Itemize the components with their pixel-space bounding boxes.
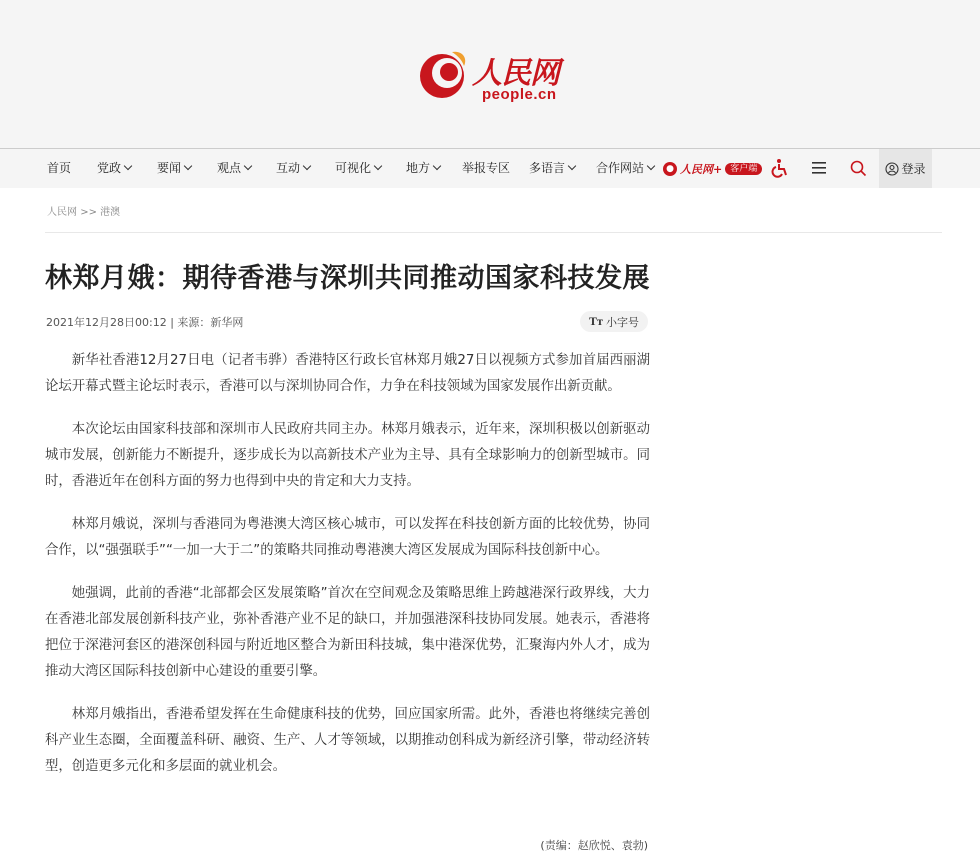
article-title: 林郑月娥：期待香港与深圳共同推动国家科技发展 [45, 263, 650, 294]
nav-item-interact[interactable]: 互动 [276, 148, 310, 188]
user-icon [885, 162, 899, 176]
breadcrumb [47, 203, 120, 218]
font-size-label: 小字号 [605, 315, 639, 329]
nav-item-local[interactable]: 地方 [406, 148, 440, 188]
article-paragraph: 新华社香港12月27日电（记者韦骅）香港特区行政长官林郑月娥27日以视频方式参加首届西丽湖论坛开幕式暨主论坛时表示，香港可以与深圳协同合作，力争在科技领域为国家发展作出新贡献。 [45, 353, 650, 394]
logo-swirl-icon [418, 46, 470, 102]
article-source: | 来源：新华网 [170, 316, 244, 329]
site-logo[interactable] [418, 46, 570, 106]
nav-item-visual[interactable]: 可视化 [335, 148, 381, 188]
login-button[interactable] [879, 149, 932, 188]
nav-item-partners[interactable]: 合作网站 [596, 148, 654, 188]
article-paragraph: 林郑月娥说，深圳与香港同为粤港澳大湾区核心城市，可以发挥在科技创新方面的比较优势，协同合作，以“强强联手”“一加一大于二”的策略共同推动粤港澳大湾区发展成为国际科技创新中心。 [45, 517, 650, 558]
menu-button[interactable] [804, 148, 834, 188]
login-label: 登录 [901, 162, 926, 176]
font-size-toggle[interactable] [580, 311, 648, 332]
nav-item-party[interactable]: 党政 [97, 148, 131, 188]
app-name: 人民网+ [680, 163, 723, 176]
app-download-link[interactable] [663, 161, 762, 177]
article-datetime: 2021年12月28日00:12 [46, 316, 167, 329]
chevron-down-icon [303, 162, 311, 170]
breadcrumb-home[interactable]: 人民网 [47, 207, 77, 218]
font-size-icon: Tт [589, 314, 603, 328]
divider [45, 232, 942, 233]
search-icon [850, 160, 867, 177]
article-body [45, 348, 650, 797]
chevron-down-icon [647, 162, 655, 170]
chevron-down-icon [374, 162, 382, 170]
menu-icon [811, 161, 827, 175]
accessibility-icon [770, 158, 790, 178]
chevron-down-icon [124, 162, 132, 170]
chevron-down-icon [433, 162, 441, 170]
app-client-pill: 客户端 [725, 163, 762, 175]
logo-text-en: people.cn [482, 86, 557, 103]
nav-item-news[interactable]: 要闻 [157, 148, 191, 188]
article-meta [46, 314, 243, 330]
nav-item-home[interactable]: 首页 [47, 161, 72, 175]
article-paragraph: 林郑月娥指出，香港希望发挥在生命健康科技的优势，回应国家所需。此外，香港也将继续完善创科产业生态圈，全面覆盖科研、融资、生产、人才等领域，以期推动创科成为新经济引擎，带动经济转型，创造更多元化和多层面的就业机会。 [45, 707, 650, 774]
nav-item-languages[interactable]: 多语言 [529, 148, 575, 188]
breadcrumb-section[interactable]: 港澳 [100, 207, 121, 218]
chevron-down-icon [184, 162, 192, 170]
article-paragraph: 她强调，此前的香港“北部都会区发展策略”首次在空间观念及策略思维上跨越港深行政界线，大力在香港北部发展创新科技产业，弥补香港产业不足的缺口，并加强港深科技协同发展。她表示，香港将把位于深港河套区的港深创科园与附近地区整合为新田科技城，集中港深优势，汇聚海内外人才，成为推动大湾区国际科技创新中心建设的重要引擎。 [45, 586, 650, 679]
nav-item-report[interactable]: 举报专区 [462, 161, 511, 175]
app-logo-icon: ● [663, 162, 677, 176]
article-paragraph: 本次论坛由国家科技部和深圳市人民政府共同主办。林郑月娥表示，近年来，深圳积极以创新驱动城市发展，创新能力不断提升，逐步成长为以高新技术产业为主导、具有全球影响力的创新型城市。同时，香港近年在创科方面的努力也得到中央的肯定和大力支持。 [45, 422, 650, 489]
breadcrumb-separator: >> [80, 207, 97, 218]
chevron-down-icon [568, 162, 576, 170]
search-button[interactable] [843, 148, 873, 188]
header-band [0, 0, 980, 148]
accessibility-button[interactable] [765, 148, 795, 188]
nav-item-opinion[interactable]: 观点 [217, 148, 251, 188]
chevron-down-icon [244, 162, 252, 170]
article-editor: (责编：赵欣悦、袁勃) [540, 839, 648, 852]
logo-text-cn: 人民网 [472, 56, 559, 91]
